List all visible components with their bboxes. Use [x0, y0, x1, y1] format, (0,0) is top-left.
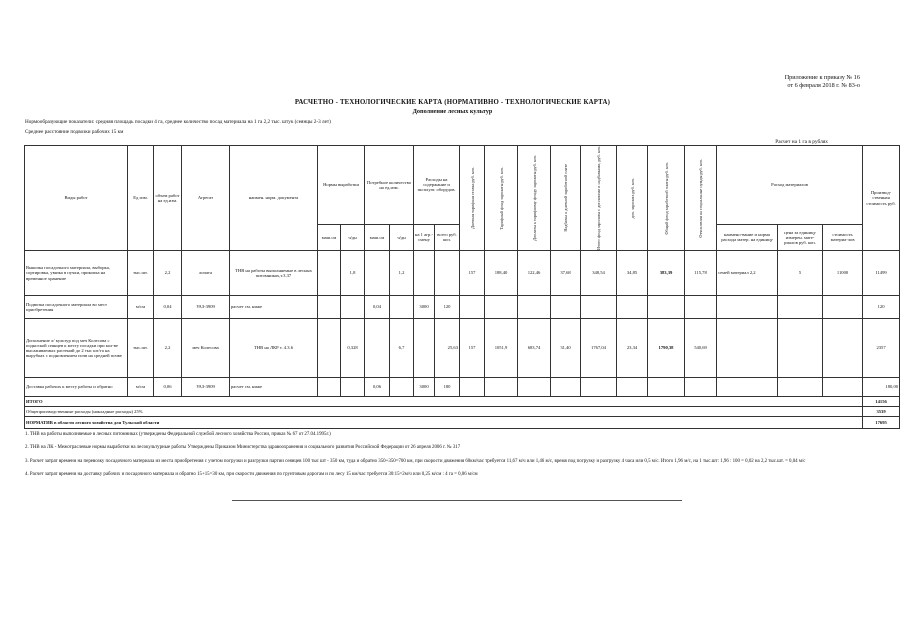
header-prod-cost: Производ-ственная стоимость руб.: [863, 146, 900, 251]
header-v6: доп. зарплата руб. коп.: [617, 146, 648, 251]
cell-v8: 115,78: [685, 250, 717, 295]
cell-nq-ch: [390, 295, 414, 318]
cell-v6: [617, 295, 648, 318]
cell-doc: расчет см. ниже: [230, 295, 318, 318]
header-v4: Надбавка к дневной заработной плате: [551, 146, 581, 251]
header-na-1-agr: на 1 агр.-смену: [414, 224, 435, 250]
cell-on-mash: [318, 250, 341, 295]
cell-v8: [685, 295, 717, 318]
header-mat-price: цена за единицу измерен. мате-риалов руб. коп.: [778, 224, 823, 250]
cell-v2: [485, 295, 518, 318]
cell-m-agr: [414, 318, 435, 377]
header-works: Виды работ: [25, 146, 128, 251]
cell-v5: 1767,04: [581, 318, 617, 377]
cell-aggregate: УАЗ-3909: [182, 295, 230, 318]
header-v2: Тарифный фонд зарплаты руб. коп.: [485, 146, 518, 251]
cell-prod: 120: [863, 295, 900, 318]
header-ch-den: ч/дн: [341, 224, 365, 250]
cell-m-agr: 3000: [414, 295, 435, 318]
appendix-note: [785, 74, 860, 91]
header-v1: Дневная тарифная ставка руб. коп.: [460, 146, 485, 251]
cell-m-total: 180: [435, 377, 460, 396]
cell-v8: [685, 377, 717, 396]
cell-aggregate: меч Колесова: [182, 318, 230, 377]
cell-v1: 157: [460, 318, 485, 377]
footnote-3: 3. Расчет затрат времени на перевозку посадочного материала из места приобретения с учетом погрузки и разгрузки партии сеянцев 100 тыс шт - 350 км, туда и обратно 350+350=700 км, при скорости движения 60км/час требуется 11,67 м/ч или 1,46 м/с, время под погрузку и разгрузку 4 часа или 0,5 м/с. Итого 1,96 м/с, на 1 тыс.шт: 1,96 : 100 = 0,02 на 2,2 тыс.шт. = 0,04 м/с: [25, 458, 806, 464]
cell-mat-price: [778, 295, 823, 318]
cell-volume: 2,2: [154, 318, 182, 377]
header-maint-costs: Расходы на содержание и эксплуат. оборудов.: [414, 146, 460, 225]
cell-doc: ТНВ на работы выполняемые в лесных питомниках,т.3.37: [230, 250, 318, 295]
cell-unit: тыс.шт.: [128, 318, 154, 377]
cell-v7: [648, 377, 685, 396]
cell-v7: [648, 295, 685, 318]
cell-m-total: 25,63: [435, 318, 460, 377]
currency-note: Расчет на 1 га в рублях: [775, 139, 828, 145]
cell-v5: [581, 377, 617, 396]
footnote-1: 1. ТНВ на работы выполняемые в лесных питомниках (утверждены Федеральной службой лесного хозяйства России, приказ № 67 от 27.04.1995г.): [25, 432, 331, 437]
header-ch-den-2: ч/дн: [390, 224, 414, 250]
cell-mat-name: семей материал 2,2: [717, 250, 778, 295]
cell-v4: 31,40: [551, 318, 581, 377]
appendix-line2: от 6 февраля 2018 г. № 83-о: [787, 82, 860, 90]
cell-mat-price: [778, 318, 823, 377]
cell-on-ch: [341, 295, 365, 318]
header-v7: Общий фонд заработной платы руб. коп.: [648, 146, 685, 251]
header-volume: объем работ на ед.изм.: [154, 146, 182, 251]
cell-unit: м/см: [128, 295, 154, 318]
cell-v3: [518, 295, 551, 318]
appendix-line1: Приложение к приказу № 16: [784, 74, 860, 81]
cell-v7: 1790,38: [648, 318, 685, 377]
cell-v1: 157: [460, 250, 485, 295]
cell-mat-cost: [823, 318, 863, 377]
cell-mat-cost: [823, 295, 863, 318]
cell-v6: 23,34: [617, 318, 648, 377]
cell-on-ch: 1,8: [341, 250, 365, 295]
summary-row-normative: [25, 416, 900, 428]
header-materials: Расход материалов: [717, 146, 863, 225]
header-mash-sm-2: маш.см: [365, 224, 390, 250]
cell-nq-ch: 6,7: [390, 318, 414, 377]
summary-row-total: [25, 396, 900, 406]
cell-work: Выкопка посадочного материала, выборка, сортировка, увязка в пучки, прикопка на временное хранение: [25, 250, 128, 295]
table-row: [25, 295, 900, 318]
summary-row-overhead: [25, 406, 900, 416]
header-mat-cost: стоимость материа-лов: [823, 224, 863, 250]
summary-value-overhead: 3539: [863, 406, 900, 416]
cell-v2: 1051,9: [485, 318, 518, 377]
cell-prod: 180,00: [863, 377, 900, 396]
cell-volume: 0,06: [154, 377, 182, 396]
cell-m-agr: [414, 250, 435, 295]
cell-v2: 188,40: [485, 250, 518, 295]
cell-on-mash: [318, 295, 341, 318]
cell-aggregate: лопата: [182, 250, 230, 295]
header-needed-qty: Потребное количество на ед.изм.: [365, 146, 414, 225]
header-output-norms: Нормы выработки: [318, 146, 365, 225]
cell-v2: [485, 377, 518, 396]
header-vsego: всего руб. коп.: [435, 224, 460, 250]
cell-nq-ch: [390, 377, 414, 396]
cell-m-total: 120: [435, 295, 460, 318]
cell-m-total: [435, 250, 460, 295]
cell-nq-mash: [365, 318, 390, 377]
table-row: [25, 250, 900, 295]
footnotes: [25, 432, 865, 486]
cell-v8: 540,69: [685, 318, 717, 377]
cell-v3: 683,74: [518, 318, 551, 377]
header-aggregate: Агрегат: [182, 146, 230, 251]
cell-v3: [518, 377, 551, 396]
header-mat-name: наимено-вание и норма расхода матер. на единицу: [717, 224, 778, 250]
cell-v6: 34,85: [617, 250, 648, 295]
summary-value-normative: 17695: [863, 416, 900, 428]
indicators-line: Нормообразующие показатели: средняя площадь посадки 4 га, среднее количество посад материала на 1 га 2,2 тыс. штук (сеянцы 2-3 лет): [25, 119, 331, 125]
cell-mat-name: [717, 295, 778, 318]
header-norm-doc: наимен. норм. документа: [230, 146, 318, 251]
cell-work: Дополнение л/ культур под меч Колесова с подноской сеянцев к месту посадки при кол-ве высаживаемых растений до 2 тыс шт/га на вырубках с подновлением почв на средней почве: [25, 318, 128, 377]
footnote-2: 2. ТНВ на ЛК - Межотраслевые нормы выработки на лесокультурные работы Утверждены Приказом Министерства здравоохранения и социального развития Российской Федерации от 26 апреля 2006 г. № 317: [25, 445, 461, 451]
cell-volume: 0,04: [154, 295, 182, 318]
header-v3: Доплаты к тарифному фонду зарплаты руб. коп.: [518, 146, 551, 251]
summary-label-total: ИТОГО: [25, 396, 863, 406]
header-unit: Ед изм.: [128, 146, 154, 251]
cell-work: Доставка рабочих к месту работы и обратно: [25, 377, 128, 396]
cell-prod: 11499: [863, 250, 900, 295]
cell-v4: 37,68: [551, 250, 581, 295]
cell-on-mash: [318, 377, 341, 396]
cell-v6: [617, 377, 648, 396]
footnote-4: 4. Расчет затрат времени на доставку рабочих и посадочного материала и обратно 15+15=30 км, при скорости движения по грунтовым дорогам и по лесу 15 км/час требуется 30:15=2м/ч или 0,25 м/см : 4 га = 0,06 м/см: [25, 472, 478, 478]
cell-nq-mash: 0,06: [365, 377, 390, 396]
cell-on-ch: 0,328: [341, 318, 365, 377]
summary-label-normative: НОРМАТИВ в области лесного хозяйства для Тульской области: [25, 416, 863, 428]
cell-mat-name: [717, 318, 778, 377]
header-row-1: [25, 146, 900, 225]
header-mash-sm: маш.см: [318, 224, 341, 250]
cell-v1: [460, 295, 485, 318]
table-row: [25, 377, 900, 396]
cell-v7: 383,39: [648, 250, 685, 295]
cell-v4: [551, 377, 581, 396]
cell-unit: тыс.шт.: [128, 250, 154, 295]
cell-aggregate: УАЗ-3909: [182, 377, 230, 396]
cell-doc: ТНВ на ЛКР т. 4.3.6: [230, 318, 318, 377]
cell-v5: 348,54: [581, 250, 617, 295]
cell-mat-cost: 11000: [823, 250, 863, 295]
cell-nq-ch: 1,2: [390, 250, 414, 295]
cell-nq-mash: [365, 250, 390, 295]
cell-on-ch: [341, 377, 365, 396]
summary-label-overhead: Общепроизводственные расходы (накладные расходы) 25%: [25, 406, 863, 416]
cell-work: Подвозка посадочного материала во мест приобретения: [25, 295, 128, 318]
cell-mat-price: 5: [778, 250, 823, 295]
cell-m-agr: 3000: [414, 377, 435, 396]
table-row: [25, 318, 900, 377]
cell-doc: расчет см. ниже: [230, 377, 318, 396]
summary-value-total: 14156: [863, 396, 900, 406]
cell-mat-price: [778, 377, 823, 396]
cell-v1: [460, 377, 485, 396]
cell-v3: 122,46: [518, 250, 551, 295]
cell-nq-mash: 0,04: [365, 295, 390, 318]
cell-on-mash: [318, 318, 341, 377]
cell-v5: [581, 295, 617, 318]
document-subtitle: Дополнение лесных культур: [412, 108, 493, 115]
cell-v4: [551, 295, 581, 318]
distance-line: Среднее расстояние подвозки рабочих 15 км: [25, 129, 124, 135]
cell-mat-name: [717, 377, 778, 396]
bottom-separator: [232, 500, 682, 501]
cell-volume: 2,2: [154, 250, 182, 295]
cost-table: [24, 145, 900, 429]
cell-unit: м/см: [128, 377, 154, 396]
header-v5: Итого фонд зарплаты с доплатами и надбавками, руб. коп.: [581, 146, 617, 251]
cell-prod: 2357: [863, 318, 900, 377]
cell-mat-cost: [823, 377, 863, 396]
header-v8: Отчисления на социальные нужды руб. коп.: [685, 146, 717, 251]
document-title: РАСЧЕТНО - ТЕХНОЛОГИЧЕСКИЕ КАРТА (НОРМАТИВНО - ТЕХНОЛОГИЧЕСКИЕ КАРТА): [294, 99, 611, 106]
